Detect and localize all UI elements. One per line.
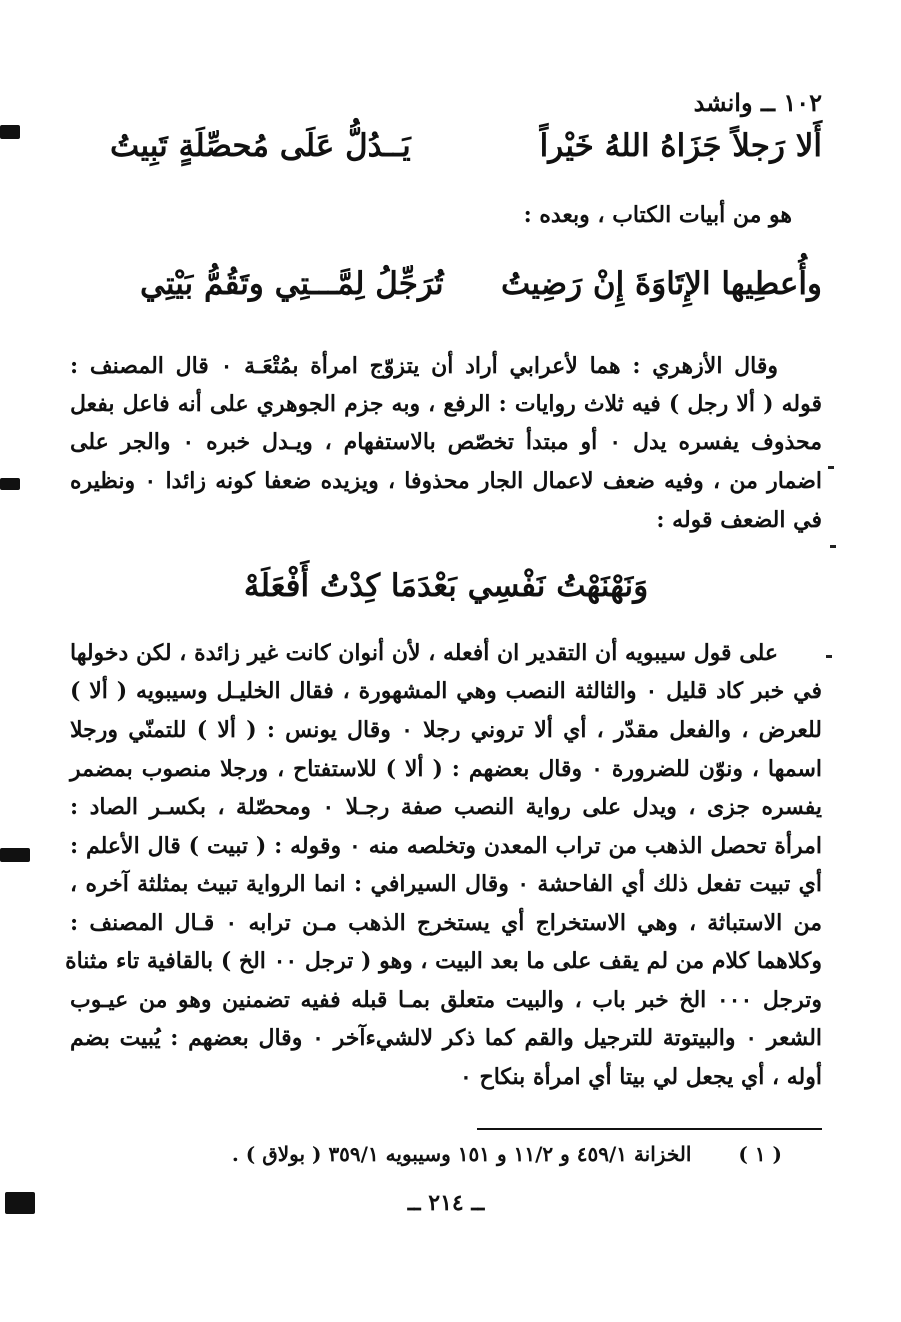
- margin-mark: [0, 848, 30, 862]
- verse-1-hemistich-2: يَــدُلُّ عَلَى مُحصِّلَةٍ تَبِيتُ: [110, 128, 411, 164]
- footnote-text: الخزانة ٤٥٩/١ و ١١/٢ و ١٥١ وسيبويه ٣٥٩/١ ( بولاق ) .: [231, 1142, 692, 1166]
- verse-2: [70, 266, 822, 316]
- paragraph-line: يفسره جزى ، ويدل على رواية النصب صفة رجـلا ٠ ومحصّلة ، بكسـر الصاد :: [70, 794, 822, 820]
- verse-3: وَنَهْنَهْتُ نَفْسِي بَعْدَمَا كِدْتُ أَفْعَلَهْ: [243, 568, 649, 604]
- paragraph-line: امرأة تحصل الذهب من تراب المعدن وتخلصه منه ٠ وقوله : ( تبيت ) قال الأعلم :: [70, 833, 822, 859]
- paragraph-line: أوله ، أي يجعل لي بيتا أي امرأة بنكاح ٠: [460, 1064, 822, 1090]
- paragraph-line: الشعر ٠ والبيتوتة للترجيل والقم كما ذكر لالشيءآخر ٠ وقال بعضهم : يُبيت بضم: [70, 1025, 823, 1051]
- margin-mark: [0, 478, 20, 490]
- paragraph-line: على قول سيبويه أن التقدير ان أفعله ، لأن أنوان كانت غير زائدة ، لكن دخولها: [70, 640, 778, 666]
- verse-1: [70, 128, 822, 178]
- verse-2-hemistich-1: وأُعطِيها الإِتَاوَةَ إِنْ رَضِيتُ: [500, 266, 822, 302]
- paragraph-line: محذوف يفسره يدل ٠ أو مبتدأ تخصّص بالاستفهام ، ويـدل خبره ٠ والجر على: [70, 429, 822, 455]
- paragraph-line: اسمها ، ونوّن للضرورة ٠ وقال بعضهم : ( ألا ) للاستفتاح ، ورجلا منصوب بمضمر: [70, 756, 823, 782]
- paragraph-line: أي تبيت تفعل ذلك أي الفاحشة ٠ وقال السيرافي : انما الرواية تبيث بمثلثة آخره ،: [70, 871, 823, 897]
- footnote-separator: [477, 1128, 822, 1130]
- margin-dot: [828, 466, 834, 469]
- verse-1-hemistich-1: أَلا رَجلاً جَزَاهُ اللهُ خَيْراً: [539, 128, 822, 164]
- paragraph-line: قوله ( ألا رجل ) فيه ثلاث روايات : الرفع ، وبه جزم الجوهري على أنه فاعل بفعل: [70, 391, 822, 417]
- footnote: [232, 1142, 822, 1166]
- margin-mark: [5, 1192, 35, 1214]
- page-number: ــ ٢١٤ ــ: [407, 1190, 485, 1216]
- paragraph-line: للعرض ، والفعل مقدّر ، أي ألا تروني رجلا ٠ وقال يونس : ( ألا ) للتمنّي ورجلا: [70, 717, 822, 743]
- paragraph-line: اضمار من ، وفيه ضعف لاعمال الجار محذوفا ، ويزيده ضعفا كونه زائدا ٠ ونظيره: [70, 468, 822, 494]
- verse-2-hemistich-2: تُرَجِّلُ لِمَّـــتِي وتَقُمُّ بَيْتِي: [140, 266, 444, 302]
- footnote-number: ( ١ ): [738, 1142, 782, 1166]
- paragraph-line: وقال الأزهري : هما لأعرابي أراد أن يتزوّج امرأة بمُتْعَـة ٠ قال المصنف :: [70, 353, 778, 379]
- paragraph-line: من الاستباثة ، وهي الاستخراج أي يستخرج الذهب مـن ترابه ٠ قـال المصنف :: [70, 910, 822, 936]
- paragraph-line: وكلاهما كلام من لم يقف على ما بعد البيت ، وهو ( ترجل ٠٠ الخ ) بالقافية تاء مثناة: [65, 948, 822, 974]
- poem-heading: ١٠٢ ــ وانشد: [693, 88, 822, 117]
- paragraph-line: في الضعف قوله :: [656, 507, 822, 533]
- margin-dot: [830, 545, 836, 548]
- paragraph-line: وترجل ٠٠٠ الخ خبر باب ، والبيت متعلق بمـا قبله ففيه تضمنين وهو من عيـوب: [70, 987, 822, 1013]
- margin-mark: [0, 125, 20, 139]
- paragraph-line: في خبر كاد قليل ٠ والثالثة النصب وهي المشهورة ، فقال الخليـل وسيبويه ( ألا ): [70, 678, 822, 704]
- intro-line: هو من أبيات الكتاب ، وبعده :: [523, 202, 792, 228]
- margin-dot: [826, 655, 832, 658]
